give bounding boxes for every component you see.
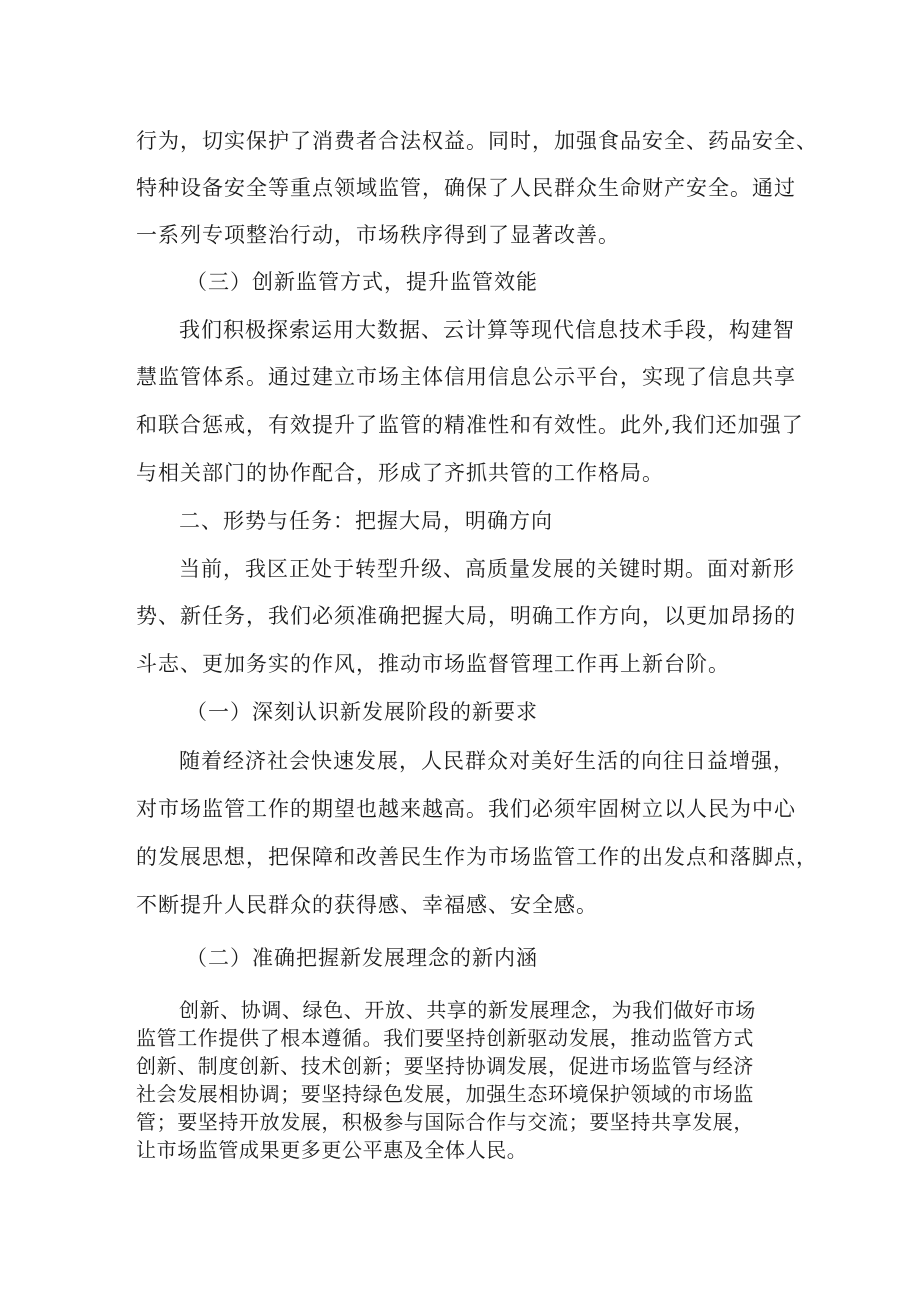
chapter-heading-2: 二、形势与任务：把握大局，明确方向 [179,509,553,533]
body-text-line: 社会发展相协调；要坚持绿色发展，加强生态环境保护领域的市场监 [136,1082,754,1106]
body-text-line: 随着经济社会快速发展，人民群众对美好生活的向往日益增强， [179,749,795,773]
body-text-line: 斗志、更加务实的作风，推动市场监督管理工作再上新台阶。 [136,652,730,676]
body-text-line: 与相关部门的协作配合，形成了齐抓共管的工作格局。 [136,461,664,485]
body-text-line: 特种设备安全等重点领域监管，确保了人民群众生命财产安全。通过 [136,176,796,200]
body-text-line: 让市场监管成果更多更公平惠及全体人民。 [136,1138,528,1162]
body-text-line: 和联合惩戒，有效提升了监管的精准性和有效性。此外,我们还加强了 [136,413,804,437]
section-heading-1: （一）深刻认识新发展阶段的新要求 [186,700,538,724]
body-text-line: 当前，我区正处于转型升级、高质量发展的关键时期。面对新形 [179,557,795,581]
body-text-line: 监管工作提供了根本遵循。我们要坚持创新驱动发展，推动监管方式 [136,1026,754,1050]
body-text-line: 的发展思想，把保障和改善民生作为市场监管工作的出发点和落脚点， [136,845,818,869]
section-heading-2: （二）准确把握新发展理念的新内涵 [186,946,538,970]
section-heading-3: （三）创新监管方式，提升监管效能 [186,270,538,294]
body-text-line: 我们积极探索运用大数据、云计算等现代信息技术手段，构建智 [179,318,795,342]
body-text-line: 行为，切实保护了消费者合法权益。同时，加强食品安全、药品安全、 [136,129,818,153]
body-text-line: 创新、制度创新、技术创新；要坚持协调发展，促进市场监管与经济 [136,1054,754,1078]
body-text-line: 慧监管体系。通过建立市场主体信用信息公示平台，实现了信息共享 [136,365,796,389]
body-text-line: 一系列专项整治行动，市场秩序得到了显著改善。 [136,223,620,247]
body-text-line: 势、新任务，我们必须准确把握大局，明确工作方向，以更加昂扬的 [136,604,796,628]
body-text-line: 不断提升人民群众的获得感、幸福感、安全感。 [136,893,598,917]
body-text-line: 管；要坚持开放发展，积极参与国际合作与交流；要坚持共享发展， [136,1110,754,1134]
body-text-line: 创新、协调、绿色、开放、共享的新发展理念，为我们做好市场 [179,998,756,1022]
body-text-line: 对市场监管工作的期望也越来越高。我们必须牢固树立以人民为中心 [136,797,796,821]
